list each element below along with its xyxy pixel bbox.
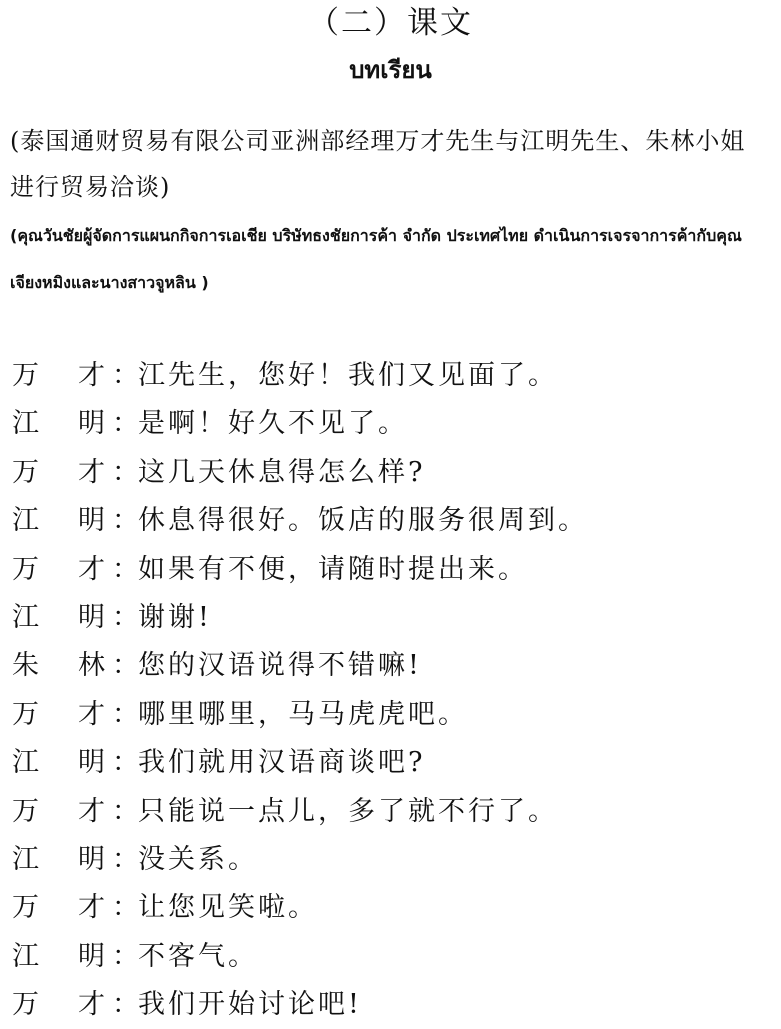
speech-text: 江先生，您好！我们又见面了。 [138, 360, 558, 391]
speaker-colon: ： [112, 940, 139, 972]
dialogue-line: 万 才 ： 哪里哪里，马马虎虎吧。 [12, 691, 772, 739]
lesson-subtitle-thai: บทเรียน [349, 55, 432, 84]
speech-text: 让您见笑啦。 [138, 892, 318, 924]
dialogue-line: 江 明 ： 我们就用汉语商谈吧? [12, 739, 772, 787]
speaker-colon: ： [112, 650, 139, 682]
speech-text: 没关系。 [138, 843, 258, 875]
speech-text: 只能说一点儿，多了就不行了。 [138, 795, 558, 827]
dialogue-line: 江 明 ： 休息得很好。饭店的服务很周到。 [12, 497, 772, 545]
speaker-colon: ： [112, 989, 139, 1021]
dialogue [12, 352, 772, 1029]
dialogue-line: 万 才 ： 让您见笑啦。 [12, 884, 772, 932]
speaker-colon: ： [112, 360, 139, 391]
speaker-colon: ： [112, 795, 139, 827]
dialogue-line: 江 明 ： 没关系。 [12, 836, 772, 884]
speaker-colon: ： [112, 892, 139, 924]
speaker-colon: ： [112, 553, 139, 585]
speaker-colon: ： [112, 843, 139, 875]
speaker-colon: ： [112, 505, 139, 537]
speaker-colon: ： [112, 601, 139, 633]
speaker-colon: ： [112, 698, 139, 730]
dialogue-line: 朱 林 ： 您的汉语说得不错嘛! [12, 642, 772, 690]
dialogue-line: 万 才 ： 这几天休息得怎么样? [12, 449, 772, 497]
speech-text: 我们开始讨论吧! [138, 989, 362, 1021]
speech-text: 如果有不便，请随时提出来。 [138, 553, 528, 585]
dialogue-line: 万 才 ： 江先生，您好！我们又见面了。 [12, 352, 772, 400]
speech-text: 谢谢! [138, 601, 212, 633]
lesson-title: （二）课文 [308, 5, 473, 41]
scene-intro-chinese: (泰国通财贸易有限公司亚洲部经理万才先生与江明先生、朱林小姐进行贸易洽谈) [10, 127, 746, 201]
speaker-colon: ： [112, 408, 139, 440]
speech-text: 您的汉语说得不错嘛! [138, 650, 422, 682]
dialogue-line: 万 才 ： 我们开始讨论吧! [12, 981, 772, 1029]
speech-text: 不客气。 [138, 940, 258, 972]
dialogue-line: 万 才 ： 如果有不便，请随时提出来。 [12, 546, 772, 594]
speech-text: 休息得很好。饭店的服务很周到。 [138, 505, 588, 537]
speaker-colon: ： [112, 747, 139, 779]
speech-text: 我们就用汉语商谈吧? [138, 747, 426, 779]
dialogue-line: 江 明 ： 是啊！好久不见了。 [12, 400, 772, 448]
speaker-colon: ： [112, 456, 139, 488]
speech-text: 哪里哪里，马马虎虎吧。 [138, 698, 468, 730]
dialogue-line: 江 明 ： 谢谢! [12, 594, 772, 642]
speech-text: 这几天休息得怎么样? [138, 456, 426, 488]
dialogue-line: 万 才 ： 只能说一点儿，多了就不行了。 [12, 788, 772, 836]
scene-intro-thai: (คุณวันชัยผู้จัดการแผนกกิจการเอเชีย บริษัทธงชัยการค้า จำกัด ประเทศไทย ดำเนินการเจรจาการค้ากับคุณเจียงหมิงและนางสาวจูหลิน ) [10, 226, 742, 292]
dialogue-line: 江 明 ： 不客气。 [12, 933, 772, 981]
speech-text: 是啊！好久不见了。 [138, 408, 408, 440]
